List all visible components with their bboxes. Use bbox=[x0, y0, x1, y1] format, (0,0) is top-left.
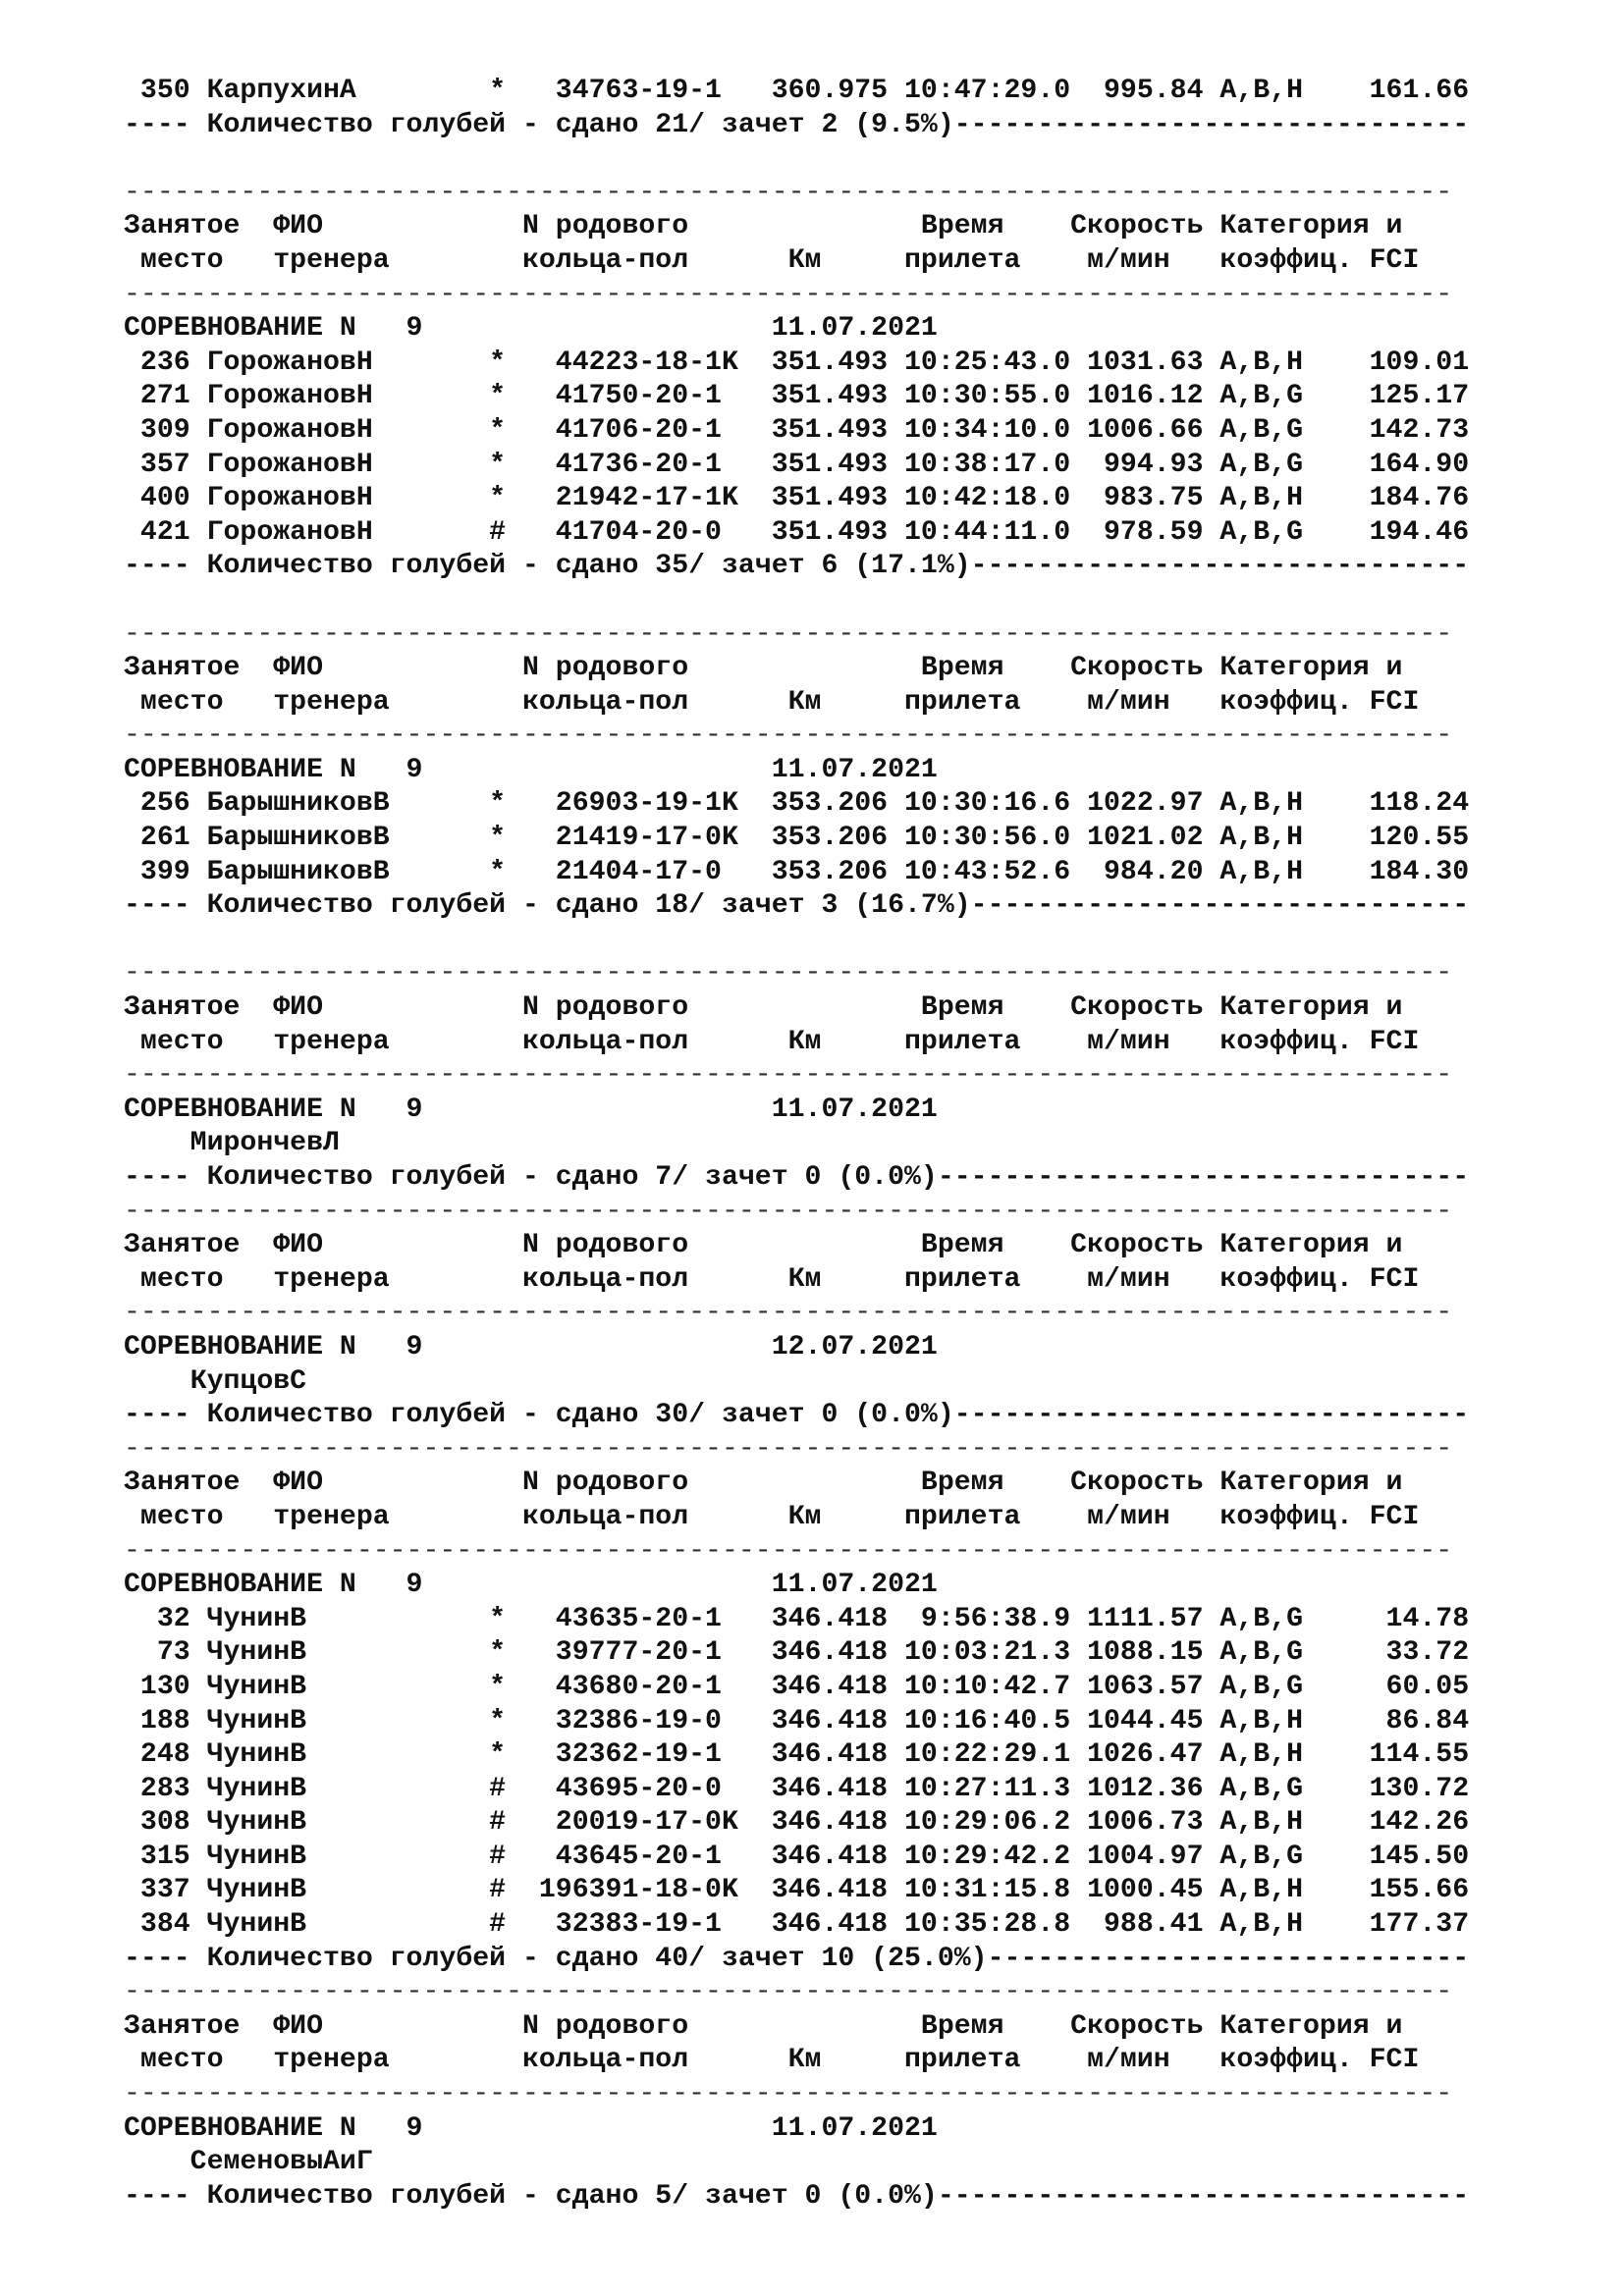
race-results-sheet bbox=[124, 75, 1597, 2214]
result-row: 384 ЧунинВ # 32383-19-1 346.418 10:35:28.8 988.41 A,B,H 177.37 bbox=[124, 1909, 1470, 1941]
result-row: 350 КарпухинА * 34763-19-1 360.975 10:47:29.0 995.84 A,B,H 161.66 bbox=[124, 76, 1470, 106]
trainer-name-line: СеменовыАиГ bbox=[124, 2147, 373, 2178]
blank-line bbox=[124, 924, 1597, 958]
blank-line bbox=[124, 142, 1597, 177]
trainer-name-line: МирончевЛ bbox=[124, 1128, 340, 1159]
competition-line: СОРЕВНОВАНИЕ N 9 11.07.2021 bbox=[124, 1094, 938, 1125]
separator-line: -------------------------------------------------------------------------------- bbox=[124, 1298, 1453, 1329]
summary-line: ---- Количество голубей - сдано 5/ зачет 0 (0.0%)-------------------------------- bbox=[124, 2180, 1470, 2212]
separator-line: -------------------------------------------------------------------------------- bbox=[124, 721, 1453, 752]
separator-line: -------------------------------------------------------------------------------- bbox=[124, 1433, 1453, 1465]
separator-line: -------------------------------------------------------------------------------- bbox=[124, 958, 1453, 989]
result-row: 308 ЧунинВ # 20019-17-0K 346.418 10:29:06.2 1006.73 A,B,H 142.26 bbox=[124, 1807, 1470, 1839]
result-row: 188 ЧунинВ * 32386-19-0 346.418 10:16:40.5 1044.45 A,B,H 86.84 bbox=[124, 1705, 1470, 1736]
separator-line: -------------------------------------------------------------------------------- bbox=[124, 1977, 1453, 2008]
summary-line: ---- Количество голубей - сдано 30/ зачет 0 (0.0%)------------------------------- bbox=[124, 1400, 1470, 1431]
result-row: 236 ГорожановН * 44223-18-1K 351.493 10:25:43.0 1031.63 A,B,H 109.01 bbox=[124, 347, 1470, 378]
column-header-line: Занятое ФИО N родового Время Скорость Категория и bbox=[124, 211, 1403, 242]
column-subheader-line: место тренера кольца-пол Км прилета м/мин коэффиц. FCI bbox=[124, 1501, 1420, 1532]
result-row: 283 ЧунинВ # 43695-20-0 346.418 10:27:11.3 1012.36 A,B,G 130.72 bbox=[124, 1773, 1470, 1804]
result-row: 421 ГорожановН # 41704-20-0 351.493 10:44:11.0 978.59 A,B,G 194.46 bbox=[124, 516, 1470, 548]
separator-line: -------------------------------------------------------------------------------- bbox=[124, 279, 1453, 310]
competition-line: СОРЕВНОВАНИЕ N 9 11.07.2021 bbox=[124, 2112, 938, 2144]
column-subheader-line: место тренера кольца-пол Км прилета м/мин коэффиц. FCI bbox=[124, 1263, 1420, 1295]
summary-line: ---- Количество голубей - сдано 18/ зачет 3 (16.7%)------------------------------ bbox=[124, 890, 1470, 922]
result-row: 32 ЧунинВ * 43635-20-1 346.418 9:56:38.9 1111.57 A,B,G 14.78 bbox=[124, 1603, 1470, 1634]
column-header-line: Занятое ФИО N родового Время Скорость Категория и bbox=[124, 1230, 1403, 1261]
column-subheader-line: место тренера кольца-пол Км прилета м/мин коэффиц. FCI bbox=[124, 2045, 1420, 2076]
column-subheader-line: место тренера кольца-пол Км прилета м/мин коэффиц. FCI bbox=[124, 686, 1420, 718]
result-row: 337 ЧунинВ # 196391-18-0K 346.418 10:31:15.8 1000.45 A,B,H 155.66 bbox=[124, 1875, 1470, 1906]
result-row: 256 БарышниковВ * 26903-19-1K 353.206 10:30:16.6 1022.97 A,B,H 118.24 bbox=[124, 788, 1470, 820]
result-row: 400 ГорожановН * 21942-17-1K 351.493 10:42:18.0 983.75 A,B,H 184.76 bbox=[124, 483, 1470, 514]
column-header-line: Занятое ФИО N родового Время Скорость Категория и bbox=[124, 2010, 1403, 2042]
competition-line: СОРЕВНОВАНИЕ N 9 12.07.2021 bbox=[124, 1331, 938, 1362]
column-header-line: Занятое ФИО N родового Время Скорость Категория и bbox=[124, 653, 1403, 684]
separator-line: -------------------------------------------------------------------------------- bbox=[124, 618, 1453, 650]
competition-line: СОРЕВНОВАНИЕ N 9 11.07.2021 bbox=[124, 313, 938, 345]
summary-line: ---- Количество голубей - сдано 35/ зачет 6 (17.1%)------------------------------ bbox=[124, 551, 1470, 582]
column-header-line: Занятое ФИО N родового Время Скорость Категория и bbox=[124, 992, 1403, 1024]
column-subheader-line: место тренера кольца-пол Км прилета м/мин коэффиц. FCI bbox=[124, 1026, 1420, 1057]
column-subheader-line: место тренера кольца-пол Км прилета м/мин коэффиц. FCI bbox=[124, 244, 1420, 276]
result-row: 73 ЧунинВ * 39777-20-1 346.418 10:03:21.3 1088.15 A,B,G 33.72 bbox=[124, 1637, 1470, 1669]
separator-line: -------------------------------------------------------------------------------- bbox=[124, 2079, 1453, 2110]
competition-line: СОРЕВНОВАНИЕ N 9 11.07.2021 bbox=[124, 1570, 938, 1601]
column-header-line: Занятое ФИО N родового Время Скорость Категория и bbox=[124, 1468, 1403, 1499]
separator-line: -------------------------------------------------------------------------------- bbox=[124, 177, 1453, 208]
result-row: 248 ЧунинВ * 32362-19-1 346.418 10:22:29.1 1026.47 A,B,H 114.55 bbox=[124, 1739, 1470, 1771]
separator-line: -------------------------------------------------------------------------------- bbox=[124, 1196, 1453, 1227]
result-row: 130 ЧунинВ * 43680-20-1 346.418 10:10:42.7 1063.57 A,B,G 60.05 bbox=[124, 1671, 1470, 1702]
separator-line: -------------------------------------------------------------------------------- bbox=[124, 1535, 1453, 1567]
summary-line: ---- Количество голубей - сдано 21/ зачет 2 (9.5%)------------------------------- bbox=[124, 109, 1470, 140]
result-row: 357 ГорожановН * 41736-20-1 351.493 10:38:17.0 994.93 A,B,G 164.90 bbox=[124, 449, 1470, 480]
summary-line: ---- Количество голубей - сдано 7/ зачет 0 (0.0%)-------------------------------- bbox=[124, 1162, 1470, 1193]
summary-line: ---- Количество голубей - сдано 40/ зачет 10 (25.0%)----------------------------- bbox=[124, 1943, 1470, 1974]
result-row: 399 БарышниковВ * 21404-17-0 353.206 10:43:52.6 984.20 A,B,H 184.30 bbox=[124, 856, 1470, 887]
result-row: 261 БарышниковВ * 21419-17-0K 353.206 10:30:56.0 1021.02 A,B,H 120.55 bbox=[124, 823, 1470, 854]
blank-line bbox=[124, 584, 1597, 618]
competition-line: СОРЕВНОВАНИЕ N 9 11.07.2021 bbox=[124, 754, 938, 785]
separator-line: -------------------------------------------------------------------------------- bbox=[124, 1060, 1453, 1092]
result-row: 271 ГорожановН * 41750-20-1 351.493 10:30:55.0 1016.12 A,B,G 125.17 bbox=[124, 381, 1470, 412]
trainer-name-line: КупцовС bbox=[124, 1365, 307, 1397]
result-row: 315 ЧунинВ # 43645-20-1 346.418 10:29:42.2 1004.97 A,B,G 145.50 bbox=[124, 1841, 1470, 1872]
result-row: 309 ГорожановН * 41706-20-1 351.493 10:34:10.0 1006.66 A,B,G 142.73 bbox=[124, 414, 1470, 446]
